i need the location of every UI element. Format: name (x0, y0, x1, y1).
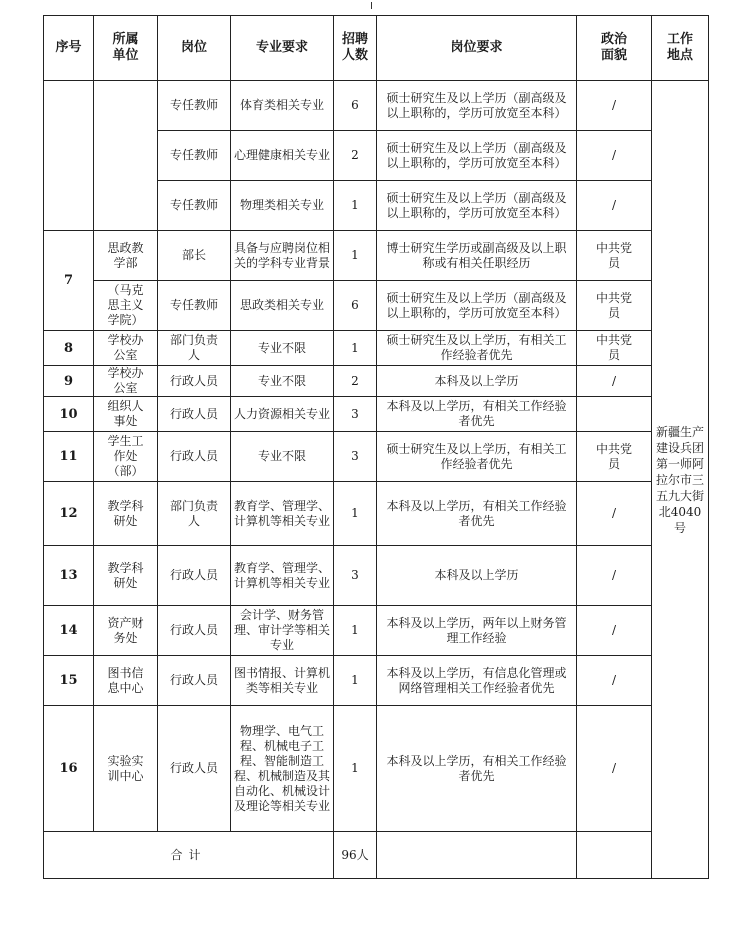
header-position: 岗位 (158, 16, 231, 81)
political-cell: 中共党员 (577, 281, 652, 331)
count-cell: 1 (334, 331, 377, 366)
requirement-cell: 博士研究生学历或副高级及以上职称或有相关任职经历 (377, 231, 577, 281)
table-row (44, 331, 709, 366)
count-cell: 1 (334, 181, 377, 231)
position-cell: 部门负责人 (158, 331, 231, 366)
table-row (44, 281, 709, 331)
table-header-row (44, 16, 709, 81)
major-cell: 心理健康相关专业 (231, 131, 334, 181)
position-cell: 行政人员 (158, 432, 231, 482)
requirement-cell: 本科及以上学历 (377, 366, 577, 397)
table-row (44, 366, 709, 397)
total-row (44, 832, 709, 879)
count-cell: 1 (334, 231, 377, 281)
position-cell: 行政人员 (158, 366, 231, 397)
major-cell: 专业不限 (231, 331, 334, 366)
total-empty (377, 832, 577, 879)
table-row (44, 432, 709, 482)
count-cell: 1 (334, 482, 377, 546)
count-cell: 1 (334, 656, 377, 706)
seq-cell: 7 (44, 231, 94, 331)
seq-cell: 16 (44, 706, 94, 832)
political-cell: / (577, 181, 652, 231)
major-cell: 教育学、管理学、计算机等相关专业 (231, 482, 334, 546)
requirement-cell: 硕士研究生及以上学历，有相关工作经验者优先 (377, 432, 577, 482)
requirement-cell: 本科及以上学历，有相关工作经验者优先 (377, 397, 577, 432)
position-cell: 行政人员 (158, 397, 231, 432)
count-cell: 2 (334, 366, 377, 397)
header-major: 专业要求 (231, 16, 334, 81)
table-row (44, 656, 709, 706)
political-cell: / (577, 606, 652, 656)
total-count: 96人 (334, 832, 377, 879)
requirement-cell: 硕士研究生及以上学历（副高级及以上职称的，学历可放宽至本科） (377, 281, 577, 331)
major-cell: 图书情报、计算机类等相关专业 (231, 656, 334, 706)
seq-cell-empty (44, 81, 94, 231)
unit-cell: 资产财务处 (94, 606, 158, 656)
seq-cell: 13 (44, 546, 94, 606)
count-cell: 1 (334, 606, 377, 656)
requirement-cell: 硕士研究生及以上学历（副高级及以上职称的，学历可放宽至本科） (377, 181, 577, 231)
table-row (44, 706, 709, 832)
requirement-cell: 本科及以上学历，有信息化管理或网络管理相关工作经验者优先 (377, 656, 577, 706)
seq-cell: 14 (44, 606, 94, 656)
unit-cell: 图书信息中心 (94, 656, 158, 706)
count-cell: 1 (334, 706, 377, 832)
seq-cell: 9 (44, 366, 94, 397)
page-top-mark (371, 2, 372, 9)
requirement-cell: 本科及以上学历 (377, 546, 577, 606)
political-cell: 中共党员 (577, 231, 652, 281)
header-requirement: 岗位要求 (377, 16, 577, 81)
unit-cell: 教学科研处 (94, 546, 158, 606)
unit-cell: 实验实训中心 (94, 706, 158, 832)
table-row (44, 231, 709, 281)
count-cell: 2 (334, 131, 377, 181)
position-cell: 部长 (158, 231, 231, 281)
requirement-cell: 本科及以上学历，两年以上财务管理工作经验 (377, 606, 577, 656)
requirement-cell: 本科及以上学历，有相关工作经验者优先 (377, 482, 577, 546)
header-seq: 序号 (44, 16, 94, 81)
political-cell: / (577, 706, 652, 832)
political-cell: / (577, 81, 652, 131)
requirement-cell: 本科及以上学历，有相关工作经验者优先 (377, 706, 577, 832)
unit-cell: 学校办公室 (94, 366, 158, 397)
unit-cell: 学校办公室 (94, 331, 158, 366)
seq-cell: 8 (44, 331, 94, 366)
major-cell: 专业不限 (231, 366, 334, 397)
unit-cell: 思政教学部 (94, 231, 158, 281)
header-political: 政治面貌 (577, 16, 652, 81)
political-cell: / (577, 482, 652, 546)
position-cell: 专任教师 (158, 131, 231, 181)
seq-cell: 15 (44, 656, 94, 706)
position-cell: 行政人员 (158, 706, 231, 832)
political-cell: 中共党员 (577, 331, 652, 366)
seq-cell: 11 (44, 432, 94, 482)
total-empty (577, 832, 652, 879)
count-cell: 3 (334, 397, 377, 432)
table-row (44, 397, 709, 432)
header-unit: 所属单位 (94, 16, 158, 81)
requirement-cell: 硕士研究生及以上学历（副高级及以上职称的，学历可放宽至本科） (377, 81, 577, 131)
location-cell: 新疆生产建设兵团第一师阿拉尔市三五九大街北4040号 (652, 81, 709, 879)
political-cell: 中共党员 (577, 432, 652, 482)
header-count: 招聘人数 (334, 16, 377, 81)
unit-cell: 组织人事处 (94, 397, 158, 432)
major-cell: 专业不限 (231, 432, 334, 482)
major-cell: 物理类相关专业 (231, 181, 334, 231)
table-row (44, 81, 709, 131)
position-cell: 行政人员 (158, 656, 231, 706)
major-cell: 会计学、财务管理、审计学等相关专业 (231, 606, 334, 656)
political-cell: / (577, 656, 652, 706)
requirement-cell: 硕士研究生及以上学历，有相关工作经验者优先 (377, 331, 577, 366)
recruitment-table (43, 15, 709, 879)
position-cell: 行政人员 (158, 546, 231, 606)
political-cell (577, 397, 652, 432)
count-cell: 6 (334, 281, 377, 331)
position-cell: 部门负责人 (158, 482, 231, 546)
total-label: 合计 (44, 832, 334, 879)
seq-cell: 10 (44, 397, 94, 432)
position-cell: 专任教师 (158, 81, 231, 131)
position-cell: 专任教师 (158, 281, 231, 331)
table-row (44, 606, 709, 656)
table-row (44, 482, 709, 546)
major-cell: 人力资源相关专业 (231, 397, 334, 432)
header-location: 工作地点 (652, 16, 709, 81)
requirement-cell: 硕士研究生及以上学历（副高级及以上职称的，学历可放宽至本科） (377, 131, 577, 181)
seq-cell: 12 (44, 482, 94, 546)
table-row (44, 546, 709, 606)
count-cell: 6 (334, 81, 377, 131)
unit-cell: 学生工作处（部） (94, 432, 158, 482)
major-cell: 具备与应聘岗位相关的学科专业背景 (231, 231, 334, 281)
unit-cell: （马克思主义学院） (94, 281, 158, 331)
major-cell: 教育学、管理学、计算机等相关专业 (231, 546, 334, 606)
political-cell: / (577, 546, 652, 606)
major-cell: 思政类相关专业 (231, 281, 334, 331)
unit-cell: 教学科研处 (94, 482, 158, 546)
position-cell: 专任教师 (158, 181, 231, 231)
unit-cell-empty (94, 81, 158, 231)
major-cell: 体育类相关专业 (231, 81, 334, 131)
count-cell: 3 (334, 546, 377, 606)
count-cell: 3 (334, 432, 377, 482)
political-cell: / (577, 366, 652, 397)
political-cell: / (577, 131, 652, 181)
major-cell: 物理学、电气工程、机械电子工程、智能制造工程、机械制造及其自动化、机械设计及理论等相关专业 (231, 706, 334, 832)
position-cell: 行政人员 (158, 606, 231, 656)
